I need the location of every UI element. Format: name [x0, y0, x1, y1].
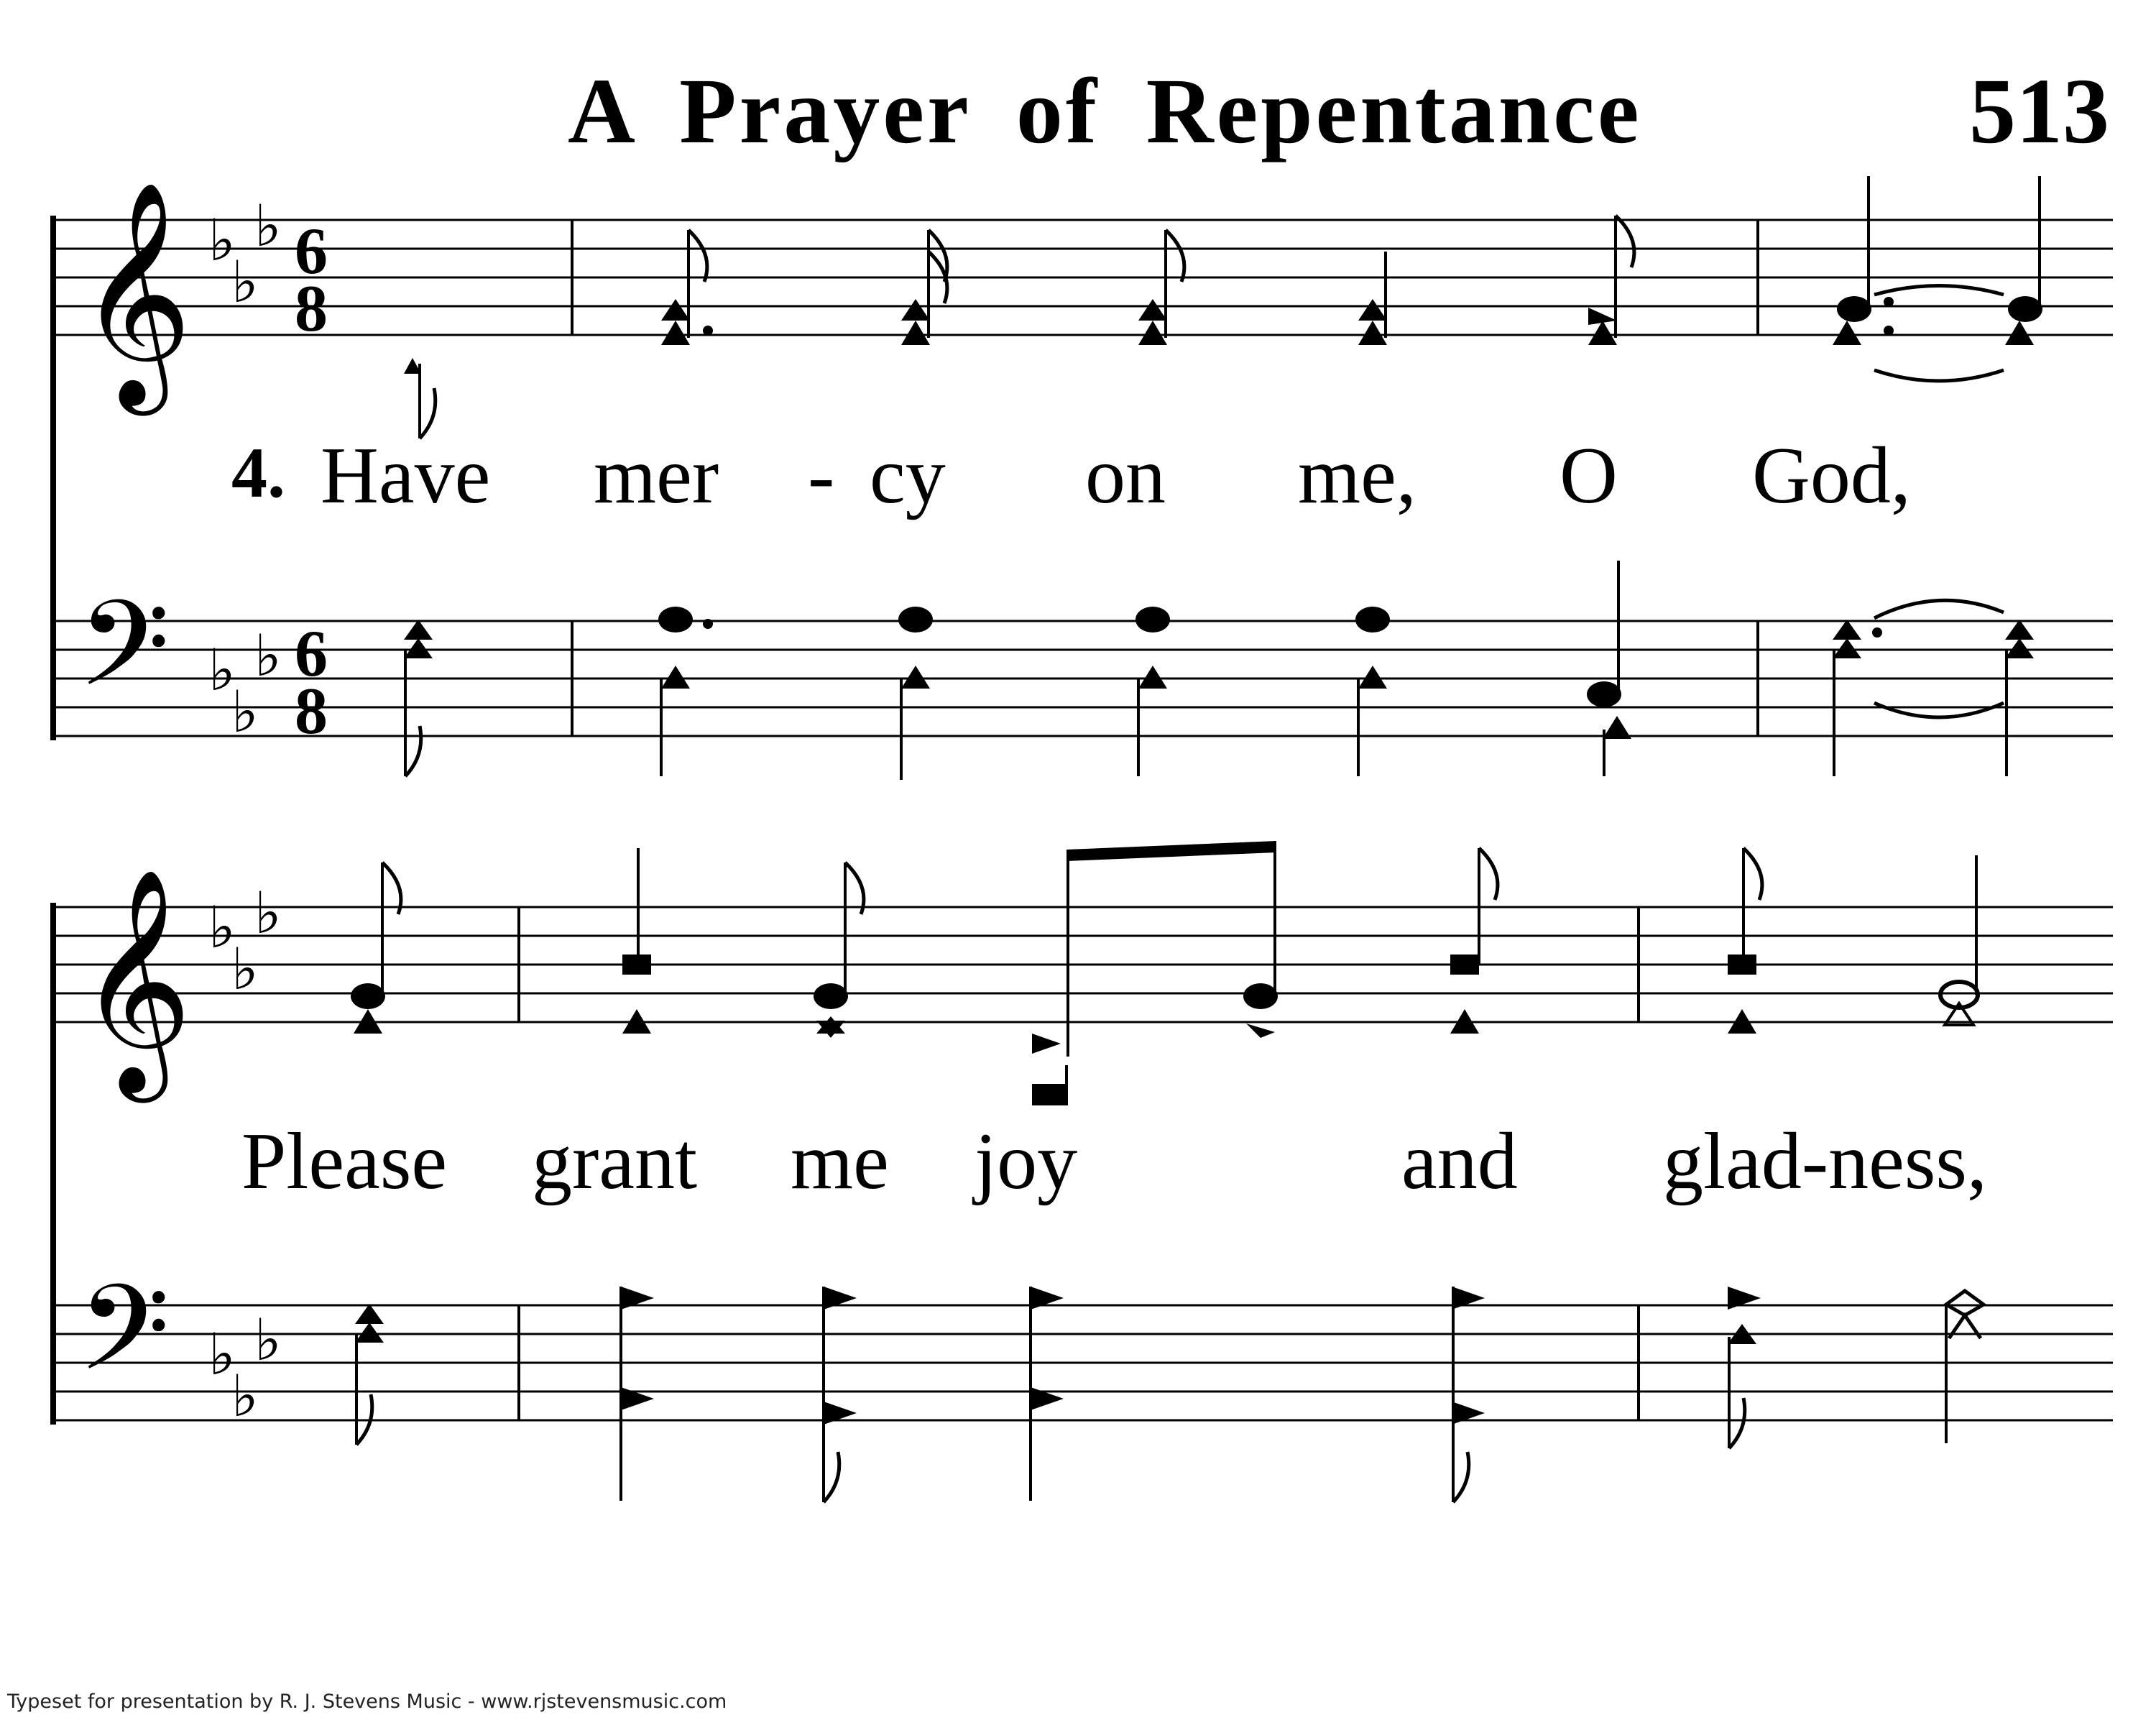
treble-clef-icon: 𝄞 [78, 179, 193, 405]
key-signature-treble [208, 880, 282, 1003]
note-head [1358, 299, 1387, 321]
lyric-word: O [1560, 431, 1618, 520]
svg-text:♭: ♭ [254, 1307, 282, 1374]
note-head [2005, 321, 2034, 345]
note-head [661, 321, 690, 345]
note-head [661, 666, 690, 689]
lyric-word: joy [975, 1117, 1078, 1206]
svg-text:♭: ♭ [231, 936, 259, 1003]
note-head [1246, 1024, 1275, 1038]
note-head [1358, 321, 1387, 345]
key-signature-bass [208, 622, 282, 745]
bass-clef-icon: 𝄢 [78, 1259, 170, 1427]
note-head [1138, 299, 1167, 321]
lyric-word: and [1401, 1117, 1518, 1206]
lyric-word: on [1085, 431, 1166, 520]
note-head [661, 299, 690, 321]
note-head [1138, 321, 1167, 345]
treble-notes-2 [351, 841, 1978, 1105]
note-head [404, 620, 433, 640]
bass-clef-icon: 𝄢 [78, 575, 170, 742]
lyric-word: grant [532, 1117, 698, 1206]
lyric-word: God, [1752, 431, 1911, 520]
hymn-title: A Prayer of Repentance [568, 60, 1642, 163]
note-head [1032, 1034, 1061, 1054]
verse-number: 4. [231, 433, 285, 512]
note-head [1358, 666, 1387, 689]
note-head [355, 1322, 384, 1343]
time-signature-treble [295, 214, 328, 345]
note-head [1833, 638, 1861, 658]
bass-notes-1 [404, 561, 2034, 780]
lyric-word: glad-ness, [1663, 1117, 1988, 1206]
lyric-hyphen: - [808, 431, 835, 520]
note-head [1833, 321, 1861, 345]
lyric-word: Have [321, 431, 491, 520]
lyric-word: mer [594, 431, 719, 520]
svg-text:♭: ♭ [208, 207, 236, 274]
note-head [1833, 620, 1861, 640]
key-signature-treble [208, 193, 282, 316]
svg-text:♭: ♭ [208, 637, 236, 704]
note-head [901, 299, 930, 321]
note-head [1588, 308, 1617, 325]
typeset-credit: Typeset for presentation by R. J. Stevens Music - www.rjstevensmusic.com [7, 1690, 727, 1713]
svg-text:8: 8 [295, 272, 328, 345]
svg-text:♭: ♭ [254, 622, 282, 689]
svg-text:♭: ♭ [254, 880, 282, 947]
svg-text:♭: ♭ [231, 678, 259, 745]
svg-text:♭: ♭ [231, 1363, 259, 1430]
note-head [901, 321, 930, 345]
svg-text:6: 6 [295, 617, 328, 690]
note-head [1588, 321, 1617, 345]
note-head [2005, 638, 2034, 658]
lyric-word: me [791, 1117, 889, 1206]
lyric-word: me, [1298, 431, 1416, 520]
svg-text:♭: ♭ [208, 894, 236, 961]
note-head [355, 1304, 384, 1324]
note-head [1603, 716, 1631, 739]
note-head [1138, 666, 1167, 689]
hymn-number: 513 [1969, 60, 2109, 163]
svg-text:♭: ♭ [231, 249, 259, 316]
treble-staff-1 [50, 220, 2113, 335]
svg-text:♭: ♭ [208, 1321, 236, 1388]
treble-clef-icon: 𝄞 [78, 866, 193, 1092]
key-signature-bass [208, 1307, 282, 1430]
note-head [2005, 620, 2034, 640]
bass-notes-2 [355, 1287, 1984, 1502]
svg-text:♭: ♭ [254, 193, 282, 259]
time-signature-bass [295, 617, 328, 748]
svg-text:8: 8 [295, 674, 328, 748]
note-head [901, 666, 930, 689]
lyric-word: cy [870, 431, 946, 520]
note-head [404, 638, 433, 658]
bass-staff-1 [50, 621, 2113, 736]
svg-text:6: 6 [295, 214, 328, 288]
lyric-word: Please [241, 1117, 448, 1206]
note-beam [1067, 841, 1276, 861]
